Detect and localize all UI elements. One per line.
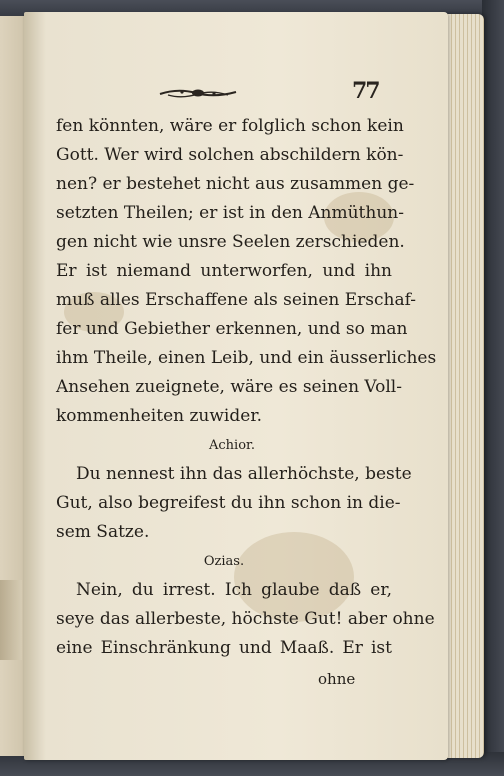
text-line: gen nicht wie unsre Seelen zerschieden. xyxy=(56,232,405,252)
text-line: ihm Theile, einen Leib, und ein äusserliches xyxy=(56,348,437,368)
text-line: sem Satze. xyxy=(56,522,150,542)
page-number: 77 xyxy=(352,78,379,104)
speaker-name: Achior. xyxy=(209,438,255,453)
facing-page-fold xyxy=(0,580,22,660)
speaker-name: Ozias. xyxy=(203,554,245,569)
body-text xyxy=(56,112,437,663)
headpiece-ornament-icon xyxy=(158,86,238,100)
text-line: fer und Gebiether erkennen, und so man xyxy=(56,319,408,339)
text-line: Gott. Wer wird solchen abschildern kön- xyxy=(56,145,404,165)
book-cover-right xyxy=(482,0,504,776)
text-line: setzten Theilen; er ist in den Anmüthun- xyxy=(56,203,404,223)
text-line: muß alles Erschaffene als seinen Erschaf- xyxy=(56,290,417,310)
text-line: fen könnten, wäre er folglich schon kein xyxy=(56,116,404,136)
text-line: Gut, also begreifest du ihn schon in die- xyxy=(56,493,401,513)
text-line: Ansehen zueignete, wäre es seinen Voll- xyxy=(56,377,402,397)
text-line: seye das allerbeste, höchste Gut! aber ohne xyxy=(56,609,435,629)
text-line: Du nennest ihn das allerhöchste, beste xyxy=(76,464,412,484)
text-line: nen? er bestehet nicht aus zusammen ge- xyxy=(56,174,415,194)
text-line: kommenheiten zuwider. xyxy=(56,406,262,426)
text-line: Er ist niemand unterworfen, und ihn xyxy=(56,261,392,281)
text-line: Nein, du irrest. Ich glaube daß er, xyxy=(76,580,392,600)
catchword: ohne xyxy=(318,670,356,688)
text-line: eine Einschränkung und Maaß. Er ist xyxy=(56,638,392,658)
